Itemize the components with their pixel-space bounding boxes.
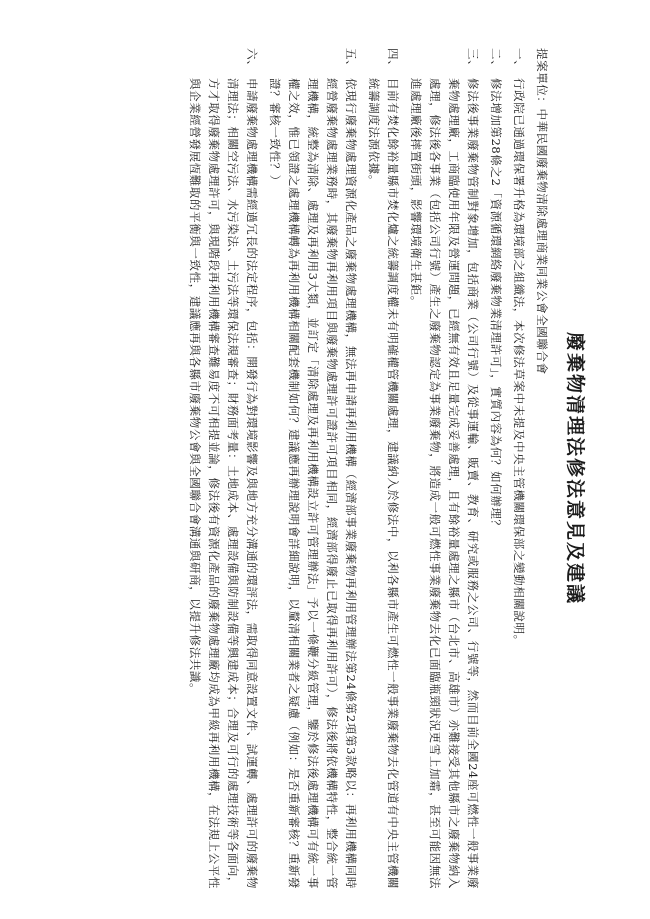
list-item	[486, 48, 505, 889]
list-item	[509, 48, 528, 889]
list-item	[185, 48, 261, 889]
list-item	[364, 48, 402, 889]
item-text: 修法後事業廢棄物管制對象增加，包括商業（公司行號）及從事運輸、販賣、教育、研究或服務之公司、行號等，然而目前全國24座可燃性一般事業廢棄物處理廠，工商臨使用年限及營運問題，已經無有效且足量完成妥善處理，且有餘裕量處理之縣市（台北市、高雄市）亦難接受其他縣市之廢棄物納入處理，修法後各事業（包括公司行號）產生之廢棄物認定為事業廢棄物，將造成一般可燃性事業廢棄物去化已面臨瓶頸狀況更雪上加霜，甚至可能因無法進處理廠後摔置街頭，影響環境衛生甚鉅。	[409, 78, 480, 889]
item-number: 五、	[344, 48, 358, 73]
item-text: 行政院已通過環保署升格為環境部之組織法，本次修法草案中未提及中央主管機關環保部之變動相關說明。	[512, 78, 526, 647]
item-text: 修法增加第28條之2「資源循環網絡廢棄物業清理許可」，實質內容為何？如何辦理？	[489, 78, 503, 532]
document-title: 廢棄物清理法修法意見及建議	[564, 331, 586, 605]
item-number: 四、	[386, 48, 400, 73]
item-number: 一、	[512, 48, 526, 73]
list-item	[406, 48, 482, 889]
item-number: 三、	[466, 48, 480, 73]
item-text: 依現行廢棄物處理資源化產品之廢棄物處理機構，無法再申請再利用機構（經濟部事業廢棄物再利用管理辦法第24條第2項第3款略以：再利用機構同時經營廢棄物處理業務時，其廢棄物再利用項目與廢棄物處理許可證許可項目相同，經濟部得廢止已取得再利用許可），修法後將依機構特性，整合統一管理機構，統整為清除、處理及再利用3大類，並訂定「清除處理及再利用機構設立許可管理辦法」予以一條鞭分級管理，鑒於修法後處理機構可有統一事權之效，惟已領證之處理機構轉為再利用機構相關配套機制如何？建議應再辦理說明會詳細說明，以釐清相關業者之疑慮（例如：是否重新審核？重新發證？審核一致性？）	[268, 78, 358, 889]
proposer-line: 提案單位：中華民國廢棄物清除處理商業同業公會全國聯合會	[535, 48, 549, 375]
item-text: 申請廢棄物處理機構需經過冗長的法定程序，包括：開發行為對環境影響及與地方充分溝通的環評法，需取得同意設置文件、試運轉、處理許可的廢棄物清理法；相關空污法、水污染法、土污法等環保法規審查；財務面考量：土地成本、處理設備與防制設備等興建成本；合理及可行的處理技術等各面向，方才取得廢棄物處理許可，與現階段再利用機構審查難易度不可相提並論，修法後有資源化產品的廢棄物處理廠均成為甲級再利用機構，在法規上公平性與企業經營發展恆難取的平衡與一致性，建議應再與各縣市廢棄物公會與全國聯合會溝通與研商，以提升修法共識。	[188, 78, 259, 889]
list-item	[265, 48, 360, 889]
item-text: 目前有焚化餘裕量縣市焚化爐之統籌調度權未有明確權管機關處理，建議納入於修法中，以利各縣市產生可燃性一般事業廢棄物去化管道有中央主管機關統籌調度法源依據。	[367, 78, 400, 889]
item-number: 六、	[245, 48, 259, 73]
item-number: 二、	[489, 48, 503, 73]
